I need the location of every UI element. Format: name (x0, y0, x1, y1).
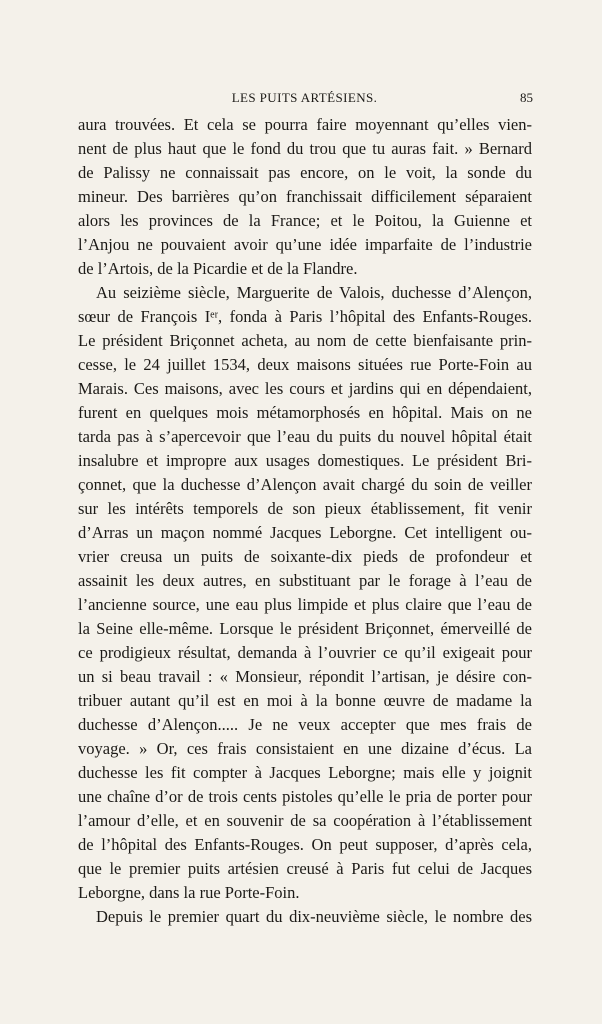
text-line: Le président Briçonnet acheta, au nom de cette bienfaisante prin- (78, 331, 532, 350)
text-line: ce prodigieux résultat, demanda à l’ouvrier ce qu’il exigeait pour (78, 643, 532, 662)
text-line: voyage. » Or, ces frais consistaient en une dizaine d’écus. La (78, 739, 532, 758)
text-line: l’amour d’elle, et en souvenir de sa coopération à l’établissement (78, 811, 532, 830)
text-line: çonnet, que la duchesse d’Alençon avait chargé du soin de veiller (78, 475, 532, 494)
text-line: sur les intérêts temporels de son pieux établissement, fit venir (78, 499, 532, 518)
text-line: mineur. Des barrières qu’on franchissait difficilement séparaient (78, 187, 532, 206)
text-line: duchesse les fit compter à Jacques Leborgne; mais elle y joignit (78, 763, 532, 782)
running-title: LES PUITS ARTÉSIENS. (231, 90, 378, 105)
text-line: de l’hôpital des Enfants-Rouges. On peut supposer, d’après cela, (78, 835, 532, 854)
text-line: l’Anjou ne pouvaient avoir qu’une idée imparfaite de l’industrie (78, 235, 532, 254)
text-line: une chaîne d’or de trois cents pistoles qu’elle le pria de porter pour (78, 787, 532, 806)
text-line: Marais. Ces maisons, avec les cours et jardins qui en dépendaient, (78, 379, 532, 398)
text-line: cesse, le 24 juillet 1534, deux maisons situées rue Porte-Foin au (78, 355, 532, 374)
text-line: assainit les deux autres, en substituant par le forage à l’eau de (78, 571, 532, 590)
running-head (76, 89, 533, 107)
text-line: nent de plus haut que le fond du trou que tu auras fait. » Bernard (78, 139, 532, 158)
text-line: insalubre et impropre aux usages domestiques. Le président Bri- (78, 451, 532, 470)
text-line: Depuis le premier quart du dix-neuvième siècle, le nombre des (96, 907, 532, 926)
text-line: Au seizième siècle, Marguerite de Valois, duchesse d’Alençon, (96, 283, 532, 302)
text-line: aura trouvées. Et cela se pourra faire moyennant qu’elles vien- (78, 115, 532, 134)
text-line: furent en quelques mois métamorphosés en hôpital. Mais on ne (78, 403, 532, 422)
page-number: 85 (520, 90, 533, 105)
text-line: tribuer autant qu’il est en moi à la bonne œuvre de madame la (78, 691, 532, 710)
text-line: l’ancienne source, une eau plus limpide et plus claire que l’eau de (78, 595, 532, 614)
text-line: un si beau travail : « Monsieur, répondit l’artisan, je désire con- (78, 667, 532, 686)
text-line: sœur de François Iᵉʳ, fonda à Paris l’hôpital des Enfants-Rouges. (78, 307, 532, 326)
text-line: Leborgne, dans la rue Porte-Foin. (78, 883, 300, 902)
text-line: vrier creusa un puits de soixante-dix pieds de profondeur et (78, 547, 532, 566)
body-text (78, 113, 532, 929)
text-line: d’Arras un maçon nommé Jacques Leborgne. Cet intelligent ou- (78, 523, 532, 542)
text-line: de l’Artois, de la Picardie et de la Flandre. (78, 259, 358, 278)
text-line: que le premier puits artésien creusé à Paris fut celui de Jacques (78, 859, 532, 878)
text-line: la Seine elle-même. Lorsque le président Briçonnet, émerveillé de (78, 619, 532, 638)
text-line: tarda pas à s’apercevoir que l’eau du puits du nouvel hôpital était (78, 427, 532, 446)
text-line: alors les provinces de la France; et le Poitou, la Guienne et (78, 211, 532, 230)
text-line: de Palissy ne connaissait pas encore, on le voit, la sonde du (78, 163, 532, 182)
text-line: duchesse d’Alençon..... Je ne veux accepter que mes frais de (78, 715, 532, 734)
